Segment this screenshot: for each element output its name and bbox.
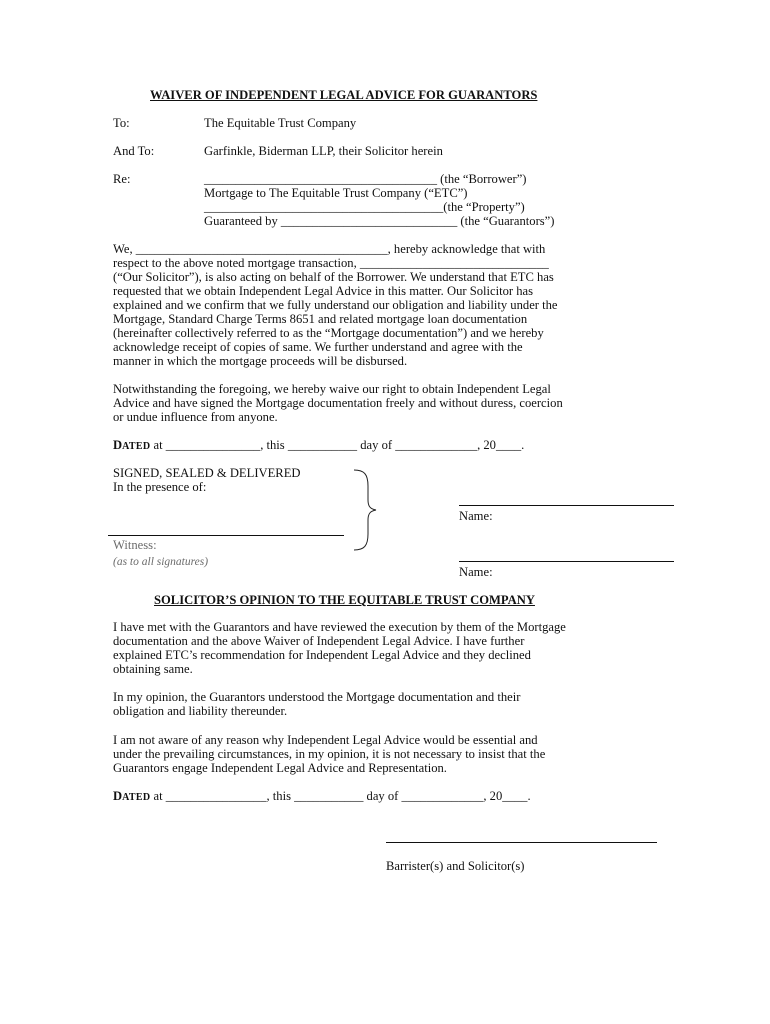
paragraph-line: Guarantors engage Independent Legal Advice and Representation. <box>113 761 447 775</box>
paragraph-line: documentation and the above Waiver of Independent Legal Advice. I have further <box>113 634 525 648</box>
paragraph-line: acknowledge receipt of copies of same. We further understand and agree with the <box>113 340 523 354</box>
paragraph-line: or undue influence from anyone. <box>113 410 278 424</box>
dated-blanks: at ________________, this ___________ day of _____________, 20____. <box>150 789 531 803</box>
dated-initial: D <box>113 789 123 803</box>
dated-rest-caps: ATED <box>122 792 151 803</box>
dated-line-opinion <box>113 789 531 805</box>
paragraph-line: respect to the above noted mortgage transaction, ______________________________ <box>113 256 549 270</box>
paragraph-line: (“Our Solicitor”), is also acting on behalf of the Borrower. We understand that ETC has <box>113 270 554 284</box>
paragraph-line: Advice and have signed the Mortgage documentation freely and without duress, coercion <box>113 396 563 410</box>
and-to-label: And To: <box>113 144 155 158</box>
paragraph-line: under the prevailing circumstances, in my opinion, it is not necessary to insist that the <box>113 747 546 761</box>
paragraph-line: explained ETC’s recommendation for Independent Legal Advice and they declined <box>113 648 531 662</box>
paragraph-line: obtaining same. <box>113 662 193 676</box>
signed-sealed-delivered: SIGNED, SEALED & DELIVERED <box>113 466 301 480</box>
paragraph-line: We, ________________________________________, hereby acknowledge that with <box>113 242 546 256</box>
re-line-borrower: _____________________________________ (the “Borrower”) <box>204 172 527 186</box>
solicitor-signature-line <box>386 842 657 843</box>
paragraph-line: Notwithstanding the foregoing, we hereby waive our right to obtain Independent Legal <box>113 382 551 396</box>
witness-signature-line <box>108 535 344 536</box>
and-to-value: Garfinkle, Biderman LLP, their Solicitor herein <box>204 144 443 158</box>
barrister-label: Barrister(s) and Solicitor(s) <box>386 859 525 873</box>
re-line-property: ______________________________________(the “Property”) <box>204 200 525 214</box>
witness-label: Witness: <box>113 538 157 552</box>
as-to-all-signatures: (as to all signatures) <box>113 556 209 568</box>
paragraph-line: obligation and liability thereunder. <box>113 704 288 718</box>
paragraph-line: explained and we confirm that we fully understand our obligation and liability under the <box>113 298 558 312</box>
acknowledgement-paragraph <box>113 242 658 368</box>
paragraph-line: I have met with the Guarantors and have reviewed the execution by them of the Mortgage <box>113 620 566 634</box>
brace-icon <box>346 466 380 554</box>
dated-blanks: at _______________, this ___________ day of _____________, 20____. <box>150 438 525 452</box>
paragraph-line: Mortgage, Standard Charge Terms 8651 and related mortgage loan documentation <box>113 312 528 326</box>
document-title: WAIVER OF INDEPENDENT LEGAL ADVICE FOR GUARANTORS <box>150 88 538 102</box>
to-label: To: <box>113 116 130 130</box>
paragraph-line: manner in which the mortgage proceeds will be disbursed. <box>113 354 408 368</box>
name-label-1: Name: <box>459 509 493 523</box>
guarantor-signature-line-1 <box>459 505 674 506</box>
paragraph-line: requested that we obtain Independent Legal Advice in this matter. Our Solicitor has <box>113 284 534 298</box>
opinion-title: SOLICITOR’S OPINION TO THE EQUITABLE TRUST COMPANY <box>154 593 535 607</box>
re-label: Re: <box>113 172 131 186</box>
dated-rest-caps: ATED <box>122 441 151 452</box>
to-value: The Equitable Trust Company <box>204 116 357 130</box>
paragraph-line: In my opinion, the Guarantors understood the Mortgage documentation and their <box>113 690 521 704</box>
dated-initial: D <box>113 438 123 452</box>
paragraph-line: (hereinafter collectively referred to as the “Mortgage documentation”) and we hereby <box>113 326 544 340</box>
opinion-paragraph-1 <box>113 620 658 676</box>
dated-line-waiver <box>113 438 524 454</box>
re-line-guarantors: Guaranteed by ____________________________ (the “Guarantors”) <box>204 214 555 228</box>
opinion-paragraph-3 <box>113 733 658 775</box>
guarantor-signature-line-2 <box>459 561 674 562</box>
re-line-mortgage: Mortgage to The Equitable Trust Company (“ETC”) <box>204 186 468 200</box>
paragraph-line: I am not aware of any reason why Independent Legal Advice would be essential and <box>113 733 538 747</box>
in-presence-of: In the presence of: <box>113 480 207 494</box>
opinion-paragraph-2 <box>113 690 658 718</box>
name-label-2: Name: <box>459 565 493 579</box>
waiver-paragraph <box>113 382 658 424</box>
